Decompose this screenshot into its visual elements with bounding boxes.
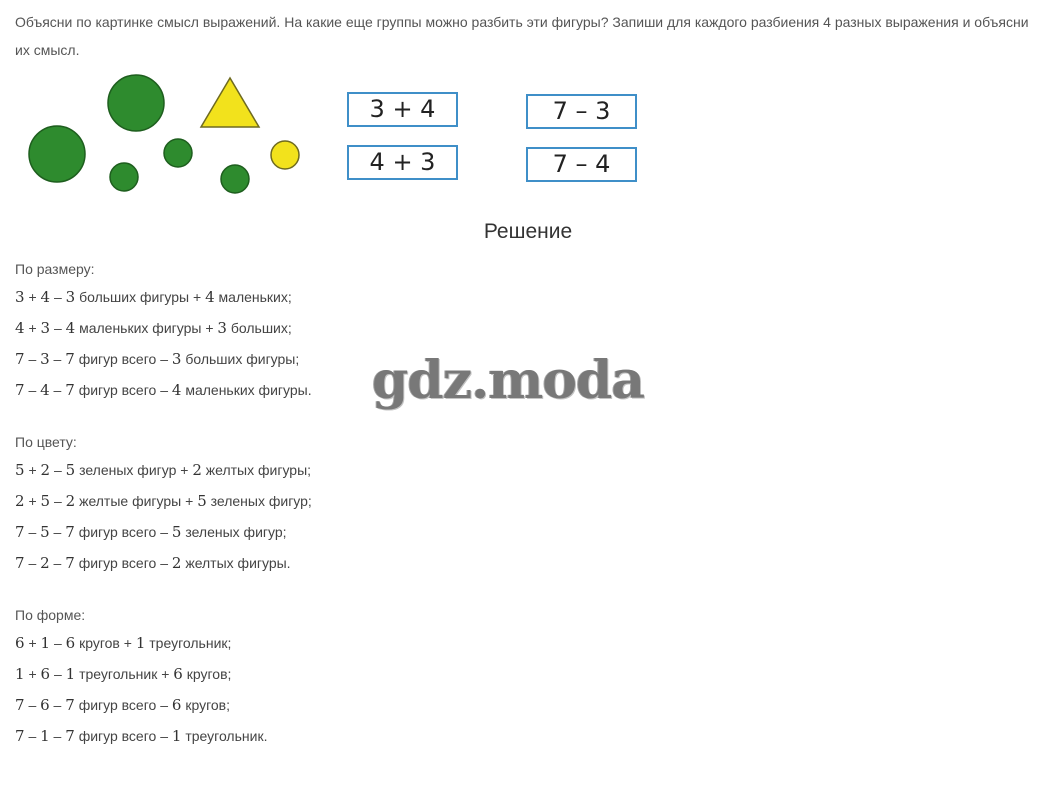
group-title: По размеру:	[15, 261, 95, 277]
yellow-triangle	[201, 78, 259, 127]
watermark-logo: gdz.moda	[372, 350, 645, 411]
solution-body	[15, 257, 715, 752]
solution-line: 7 – 3 – 7 фигур всего – 3 больших фигуры;	[15, 350, 300, 368]
solution-line: 7 – 6 – 7 фигур всего – 6 кругов;	[15, 696, 230, 714]
solution-group	[15, 430, 715, 579]
solution-line: 2 + 5 – 2 желтые фигуры + 5 зеленых фигур;	[15, 492, 312, 510]
group-title: По форме:	[15, 607, 86, 623]
expression-box: 4 + 3	[347, 145, 458, 180]
expression-box: 7 – 4	[526, 147, 637, 182]
expression-box: 7 – 3	[526, 94, 637, 129]
solution-line: 3 + 4 – 3 больших фигуры + 4 маленьких;	[15, 288, 292, 306]
solution-line: 7 – 1 – 7 фигур всего – 1 треугольник.	[15, 727, 268, 745]
small-green-circle	[110, 163, 138, 191]
group-title: По цвету:	[15, 434, 77, 450]
solution-group	[15, 603, 715, 752]
small-green-circle	[164, 139, 192, 167]
solution-group	[15, 257, 715, 406]
solution-line: 6 + 1 – 6 кругов + 1 треугольник;	[15, 634, 232, 652]
solution-line: 7 – 4 – 7 фигур всего – 4 маленьких фигуры.	[15, 381, 312, 399]
solution-line: 7 – 5 – 7 фигур всего – 5 зеленых фигур;	[15, 523, 287, 541]
solution-line: 7 – 2 – 7 фигур всего – 2 желтых фигуры.	[15, 554, 291, 572]
solution-line: 1 + 6 – 1 треугольник + 6 кругов;	[15, 665, 232, 683]
shapes-illustration	[16, 68, 648, 208]
solution-line: 4 + 3 – 4 маленьких фигуры + 3 больших;	[15, 319, 292, 337]
solution-line: 5 + 2 – 5 зеленых фигур + 2 желтых фигуры;	[15, 461, 312, 479]
small-yellow-circle	[271, 141, 299, 169]
task-text: Объясни по картинке смысл выражений. На какие еще группы можно разбить эти фигуры? Запиши для каждого разбиения 4 разных выражения и объясни их смысл.	[15, 14, 1029, 58]
task-figure	[16, 68, 648, 208]
big-green-circle	[29, 126, 85, 182]
expression-box: 3 + 4	[347, 92, 458, 127]
big-green-circle	[108, 75, 164, 131]
solution-title: Решение	[483, 220, 573, 243]
small-green-circle	[221, 165, 249, 193]
